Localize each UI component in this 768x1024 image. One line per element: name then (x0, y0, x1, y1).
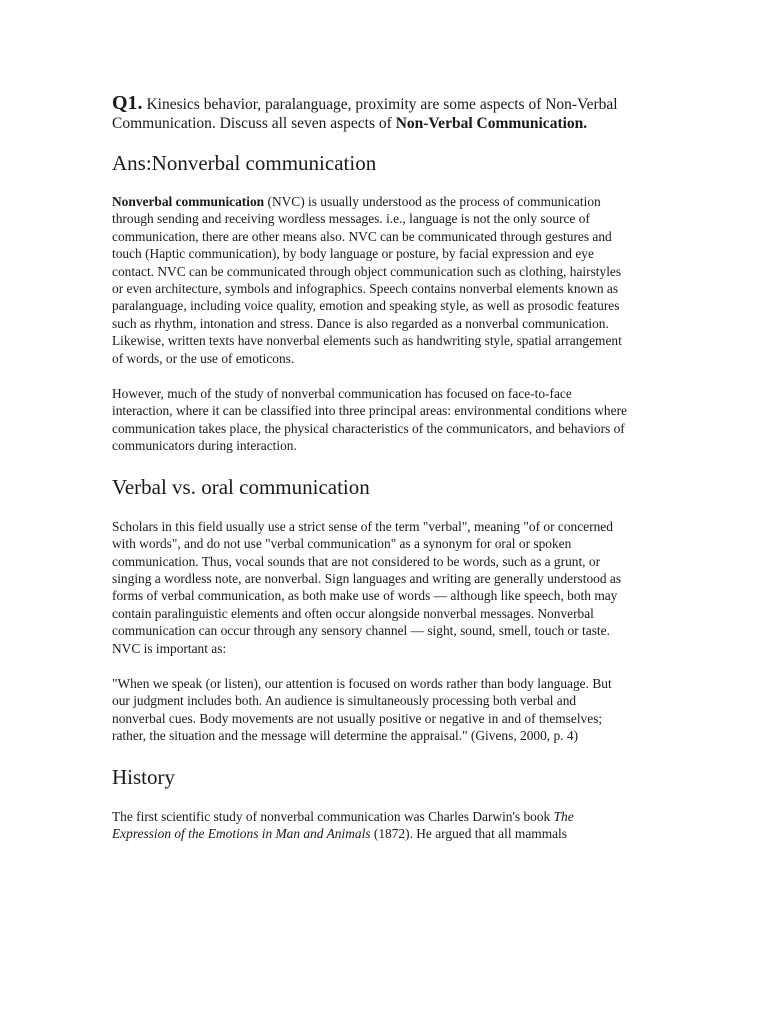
history-book-title: The Expression of the Emotions in Man and Animals (112, 808, 574, 841)
question-number: Q1. (112, 92, 143, 114)
paragraph-nonverbal-definition (112, 193, 632, 367)
document-page (112, 94, 632, 860)
question-text: Kinesics behavior, paralanguage, proximity are some aspects of Non-Verbal Communication. Discuss all seven aspects of (112, 96, 618, 132)
paragraph-face-to-face: However, much of the study of nonverbal communication has focused on face-to-face interaction, where it can be classified into three principal areas: environmental conditions where communication takes place, the physical characteristics of the communicators, and behaviors of communicators during interaction. (112, 386, 627, 454)
history-text-before: The first scientific study of nonverbal communication was Charles Darwin's book (112, 808, 554, 824)
paragraph-body: (NVC) is usually understood as the process of communication through sending and receiving wordless messages. i.e., language is not the only source of communication, there are other means also. NVC can be communicated through gestures and touch (Haptic communication), by body language or posture, by facial expression and eye contact. NVC can be communicated through object communication such as clothing, hairstyles or even architecture, symbols and infographics. Speech contains nonverbal elements known as paralanguage, including voice quality, emotion and speaking style, as well as prosodic features such as rhythm, intonation and stress. Dance is also regarded as a nonverbal communication. Likewise, written texts have nonverbal elements such as handwriting style, spatial arrangement of words, or the use of emoticons. (112, 194, 622, 366)
paragraph-history (112, 808, 632, 843)
paragraph-verbal: Scholars in this field usually use a strict sense of the term "verbal", meaning "of or concerned with words", and do not use "verbal communication" as a synonym for oral or spoken communication. Thus, vocal sounds that are not considered to be words, such as a grunt, or singing a wordless note, are nonverbal. Sign languages and writing are generally understood as forms of verbal communication, as both make use of words — although like speech, both may contain paralinguistic elements and often occur alongside nonverbal messages. Nonverbal communication can occur through any sensory channel — sight, sound, smell, touch or taste. NVC is important as: (112, 518, 622, 656)
question-bold-tail: Non-Verbal Communication. (395, 115, 588, 132)
answer-heading: Ans:Nonverbal communication (112, 151, 377, 175)
paragraph-lead-term: Nonverbal communication (112, 194, 265, 209)
question-block (112, 94, 632, 133)
verbal-heading: Verbal vs. oral communication (112, 474, 370, 499)
history-text-after: (1872). He argued that all mammals (370, 825, 567, 841)
paragraph-quote: "When we speak (or listen), our attention is focused on words rather than body language. But our judgment includes both. An audience is simultaneously processing both verbal and nonverbal cues. Body movements are not usually positive or negative in and of themselves; rather, the situation and the message will determine the appraisal." (Givens, 2000, p. 4) (112, 675, 612, 744)
history-heading: History (112, 764, 175, 789)
